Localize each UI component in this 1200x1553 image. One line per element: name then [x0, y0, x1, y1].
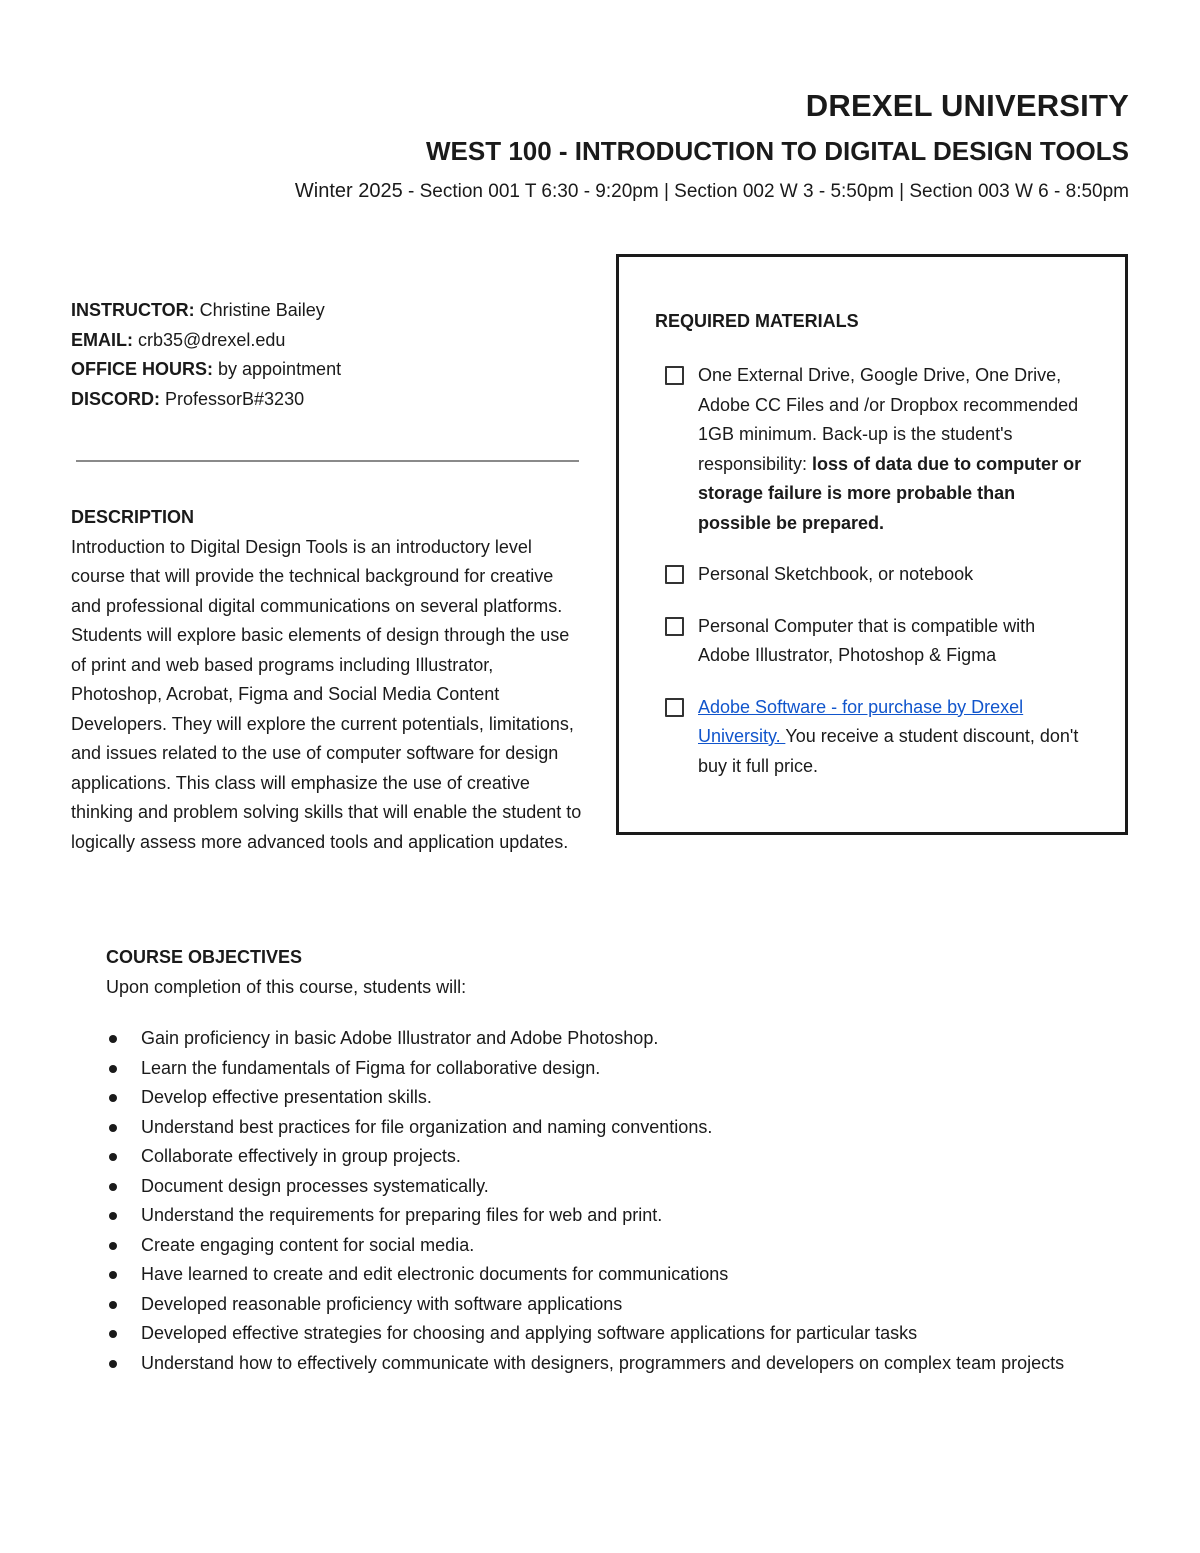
discord-label: DISCORD: [71, 388, 160, 409]
objective-item [106, 1290, 1126, 1320]
materials-title: REQUIRED MATERIALS [655, 311, 859, 331]
description-title: DESCRIPTION [71, 507, 195, 527]
material-item [665, 693, 1085, 782]
instructor-value: Christine Bailey [194, 300, 325, 320]
objective-text: Have learned to create and edit electronic documents for communications [141, 1264, 729, 1284]
materials-list [665, 361, 1085, 803]
instructor-label: INSTRUCTOR: [71, 300, 195, 320]
objective-text: Gain proficiency in basic Adobe Illustrator and Adobe Photoshop. [141, 1028, 659, 1048]
objective-item [106, 1083, 1126, 1113]
email-value: crb35@drexel.edu [133, 329, 286, 350]
objective-item [106, 1172, 1126, 1202]
material-text [698, 693, 1085, 782]
bullet-icon [109, 1330, 117, 1338]
material-item [665, 361, 1085, 538]
bullet-icon [109, 1094, 117, 1102]
material-text [698, 361, 1085, 538]
objectives-intro: Upon completion of this course, students will: [106, 976, 467, 997]
email-label: EMAIL: [71, 329, 133, 350]
term-season: Winter 2025 [294, 180, 403, 202]
document-header [295, 84, 1129, 207]
checkbox-icon[interactable] [665, 366, 684, 385]
discord-value: ProfessorB#3230 [160, 388, 305, 409]
adobe-software-link[interactable]: Adobe Software - for purchase by Drexel University. [698, 696, 1024, 746]
material-item [665, 560, 1085, 590]
material-item [665, 612, 1085, 671]
office-hours-value: by appointment [213, 359, 342, 379]
objective-text: Learn the fundamentals of Figma for collaborative design. [141, 1057, 601, 1078]
bullet-icon [109, 1271, 117, 1279]
checkbox-icon[interactable] [665, 698, 684, 717]
office-hours-label: OFFICE HOURS: [71, 359, 213, 379]
contact-info [71, 296, 341, 414]
objective-item [106, 1054, 1126, 1084]
objective-item [106, 1142, 1126, 1172]
discord-line [71, 385, 341, 415]
objective-text: Developed reasonable proficiency with software applications [141, 1293, 623, 1314]
office-hours-line [71, 355, 341, 385]
material-item2-text: Personal Sketchbook, or notebook [698, 564, 974, 584]
section-schedule: - Section 001 T 6:30 - 9:20pm | Section 002 W 3 - 5:50pm | Section 003 W 6 - 8:50pm [402, 181, 1129, 202]
bullet-icon [109, 1360, 117, 1368]
bullet-icon [109, 1153, 117, 1161]
course-objectives-section [106, 943, 1126, 1378]
objectives-list [106, 1024, 1126, 1378]
term-schedule [295, 176, 1129, 207]
material-item1-text: One External Drive, Google Drive, One Drive, Adobe CC Files and /or Dropbox recommended 1GB minimum. Back-up is the student's responsibility: [698, 365, 1079, 474]
bullet-icon [109, 1242, 117, 1250]
instructor-line [71, 296, 341, 326]
objective-text: Understand best practices for file organization and naming conventions. [141, 1116, 713, 1137]
objective-item [106, 1024, 1126, 1054]
bullet-icon [109, 1183, 117, 1191]
bullet-icon [109, 1212, 117, 1220]
objective-item [106, 1231, 1126, 1261]
bullet-icon [109, 1301, 117, 1309]
objective-text: Understand how to effectively communicate with designers, programmers and developers on complex team projects [141, 1352, 1065, 1373]
objective-item [106, 1201, 1126, 1231]
objective-item [106, 1260, 1126, 1290]
bullet-icon [109, 1065, 117, 1073]
objective-item [106, 1113, 1126, 1143]
description-section [71, 503, 583, 857]
objective-text: Document design processes systematically. [141, 1175, 489, 1196]
objective-text: Develop effective presentation skills. [141, 1087, 432, 1107]
objective-text: Collaborate effectively in group projects. [141, 1146, 461, 1166]
bullet-icon [109, 1035, 117, 1043]
required-materials-box [616, 254, 1128, 835]
objective-item [106, 1319, 1126, 1349]
objective-text: Create engaging content for social media. [141, 1234, 475, 1255]
university-name: DREXEL UNIVERSITY [805, 88, 1129, 123]
section-divider [76, 460, 579, 462]
email-line [71, 326, 341, 356]
objective-text: Developed effective strategies for choosing and applying software applications for particular tasks [141, 1323, 918, 1343]
checkbox-icon[interactable] [665, 565, 684, 584]
objective-item [106, 1349, 1126, 1379]
bullet-icon [109, 1124, 117, 1132]
material-item4-text: You receive a student discount, don't buy it full price. [698, 726, 1079, 776]
objective-text: Understand the requirements for preparing files for web and print. [141, 1205, 663, 1225]
material-item3-text: Personal Computer that is compatible with Adobe Illustrator, Photoshop & Figma [698, 615, 1036, 665]
checkbox-icon[interactable] [665, 617, 684, 636]
objectives-title: COURSE OBJECTIVES [106, 947, 303, 967]
course-title: WEST 100 - INTRODUCTION TO DIGITAL DESIGN TOOLS [425, 136, 1129, 166]
description-text: Introduction to Digital Design Tools is an introductory level course that will provide the technical background for creative and professional digital communications on several platforms. Students will explore basic elements of design through the use of print and web based programs including Illustrator, Photoshop, Acrobat, Figma and Social Media Content Developers. They will explore the current potentials, limitations, and issues related to the use of computer software for design applications. This class will emphasize the use of creative thinking and problem solving skills that will enable the student to logically assess more advanced tools and application updates. [71, 536, 582, 852]
material-item1-bold: loss of data due to computer or storage failure is more probable than possible be prepared. [698, 453, 1082, 533]
